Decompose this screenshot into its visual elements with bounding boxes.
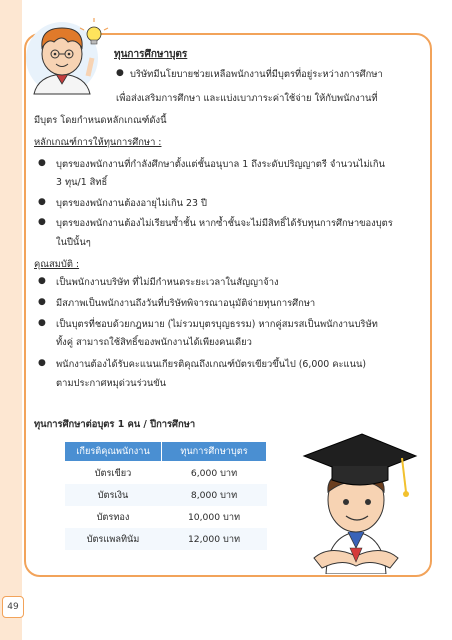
criteria-item-3-line-1: บุตรของพนักงานต้องไม่เรียนซ้ำชั้น หากซ้ำชั้นจะไม่มีสิทธิ์ได้รับทุนการศึกษาของบุตร bbox=[56, 218, 393, 229]
qualification-item-3-line-1: เป็นบุตรที่ชอบด้วยกฎหมาย (ไม่รวมบุตรบุญธรรม) หากคู่สมรสเป็นพนักงานบริษัท bbox=[56, 319, 378, 330]
bullet-icon: ● bbox=[38, 358, 46, 368]
bullet-icon: ● bbox=[38, 158, 46, 168]
qualification-item-2-line-1: มีสภาพเป็นพนักงานถึงวันที่บริษัทพิจารณาอนุมัติจ่ายทุนการศึกษา bbox=[56, 298, 316, 309]
table-header-merit: เกียรติคุณพนักงาน bbox=[65, 442, 162, 462]
criteria-title: หลักเกณฑ์การให้ทุนการศึกษา : bbox=[34, 137, 162, 148]
table-row bbox=[65, 462, 267, 485]
criteria-item-2-line-1: บุตรของพนักงานต้องอายุไม่เกิน 23 ปี bbox=[56, 198, 207, 209]
table-row bbox=[65, 484, 267, 506]
criteria-item-1-line-1: บุตรของพนักงานที่กำลังศึกษาตั้งแต่ชั้นอนุบาล 1 ถึงระดับปริญญาตรี จำนวนไม่เกิน bbox=[56, 159, 385, 170]
qualification-item-4-line-1: พนักงานต้องได้รับคะแนนเกียรติคุณถึงเกณฑ์บัตรเขียวขึ้นไป (6,000 คะแนน) bbox=[56, 359, 367, 370]
table-cell-amount: 6,000 บาท bbox=[162, 462, 267, 485]
bullet-icon: ● bbox=[38, 297, 46, 307]
intro-line-3: มีบุตร โดยกำหนดหลักเกณฑ์ดังนี้ bbox=[34, 115, 167, 126]
boy-lightbulb-illustration bbox=[18, 8, 110, 100]
table-cell-amount: 12,000 บาท bbox=[162, 528, 267, 550]
bullet-icon: ● bbox=[38, 197, 46, 207]
table-header-row bbox=[65, 442, 267, 462]
qualifications-title: คุณสมบัติ : bbox=[34, 259, 80, 270]
intro-line-2: เพื่อส่งเสริมการศึกษา และแบ่งเบาภาระค่าใช้จ่าย ให้กับพนักงานที่ bbox=[116, 93, 378, 104]
table-cell-merit: บัตรทอง bbox=[65, 506, 162, 528]
criteria-item-3-line-2: ในปีนั้นๆ bbox=[56, 237, 91, 248]
graduate-boy-illustration bbox=[290, 408, 422, 574]
section-heading: ทุนการศึกษาบุตร bbox=[114, 49, 188, 60]
table-cell-amount: 10,000 บาท bbox=[162, 506, 267, 528]
table-caption: ทุนการศึกษาต่อบุตร 1 คน / ปีการศึกษา bbox=[34, 419, 196, 430]
bullet-icon: ● bbox=[38, 217, 46, 227]
table-row bbox=[65, 506, 267, 528]
page-number: 49 bbox=[2, 596, 24, 618]
bullet-icon: ● bbox=[116, 68, 124, 78]
table-cell-merit: บัตรแพลทินัม bbox=[65, 528, 162, 550]
qualification-item-3-line-2: ทั้งคู่ สามารถใช้สิทธิ์ของพนักงานได้เพียงคนเดียว bbox=[56, 337, 252, 348]
table-cell-merit: บัตรเงิน bbox=[65, 484, 162, 506]
bullet-icon: ● bbox=[38, 318, 46, 328]
table-cell-merit: บัตรเขียว bbox=[65, 462, 162, 485]
table-cell-amount: 8,000 บาท bbox=[162, 484, 267, 506]
qualification-item-1-line-1: เป็นพนักงานบริษัท ที่ไม่มีกำหนดระยะเวลาในสัญญาจ้าง bbox=[56, 277, 279, 288]
table-header-amount: ทุนการศึกษาบุตร bbox=[162, 442, 267, 462]
bullet-icon: ● bbox=[38, 276, 46, 286]
intro-line-1: บริษัทมีนโยบายช่วยเหลือพนักงานที่มีบุตรที่อยู่ระหว่างการศึกษา bbox=[130, 69, 383, 80]
scholarship-table bbox=[64, 441, 267, 550]
qualification-item-4-line-2: ตามประกาศหมุด่วนร่วนขัน bbox=[56, 378, 167, 389]
table-row bbox=[65, 528, 267, 550]
criteria-item-1-line-2: 3 ทุน/1 สิทธิ์ bbox=[56, 177, 108, 188]
